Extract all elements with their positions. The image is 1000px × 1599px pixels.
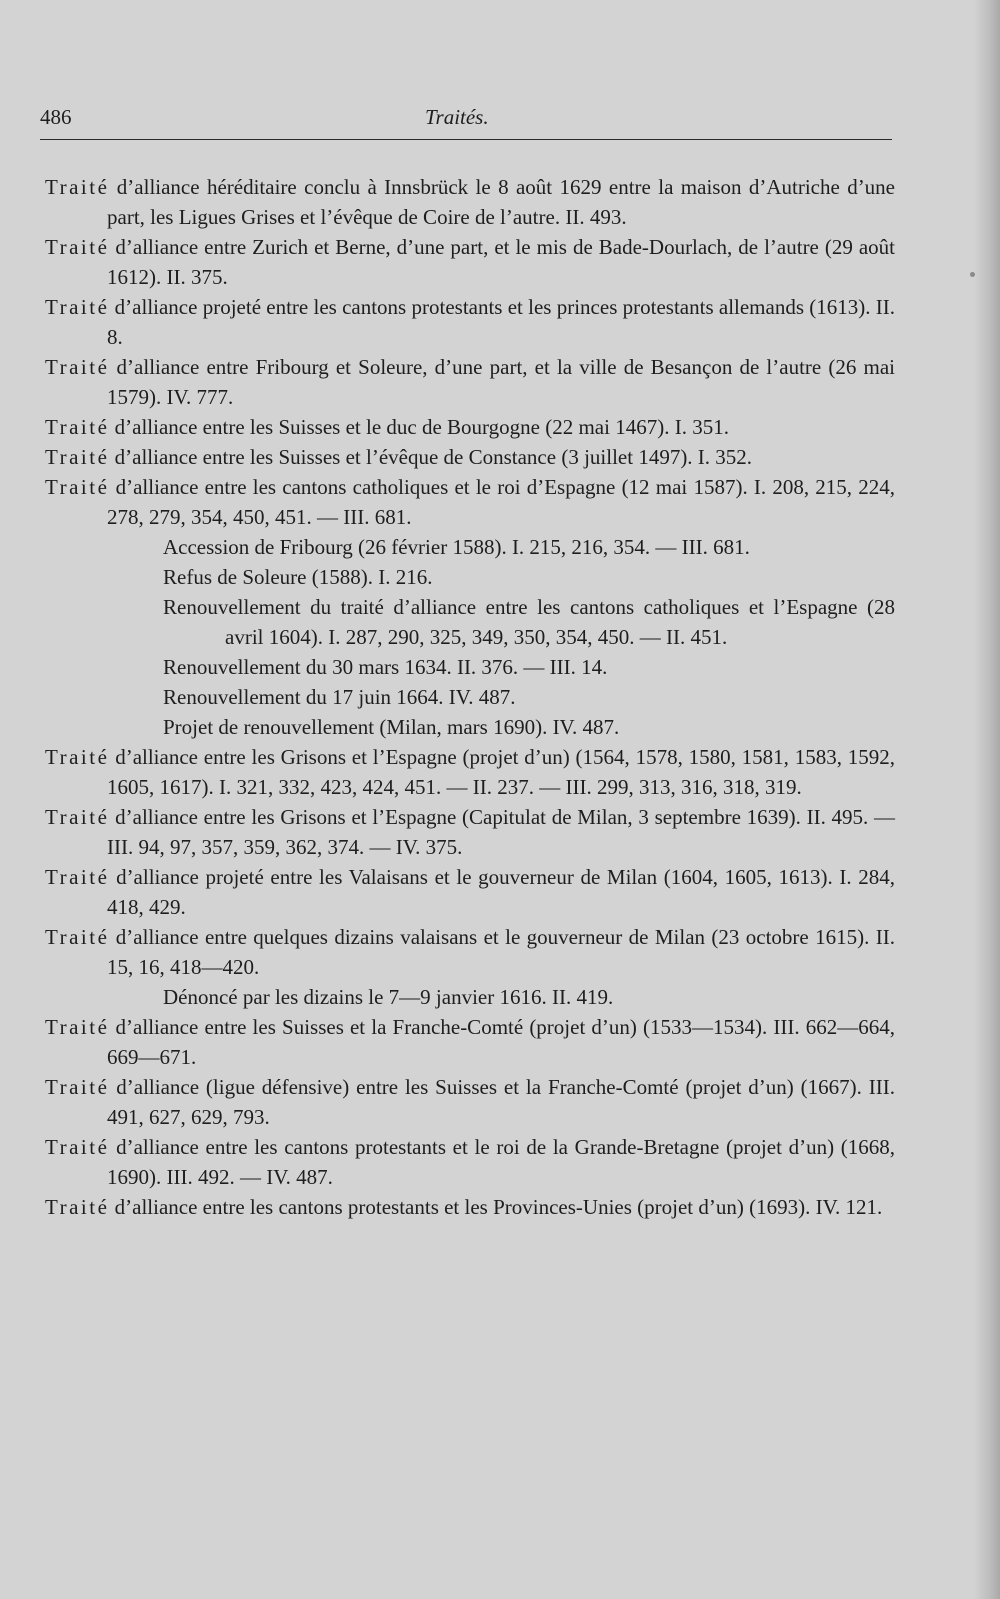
entry-headword: Traité [45,1075,110,1099]
entry-headword: Traité [45,1195,110,1219]
entry-text: Projet de renouvellement (Milan, mars 1690). IV. 487. [163,715,620,739]
index-entry [45,1012,895,1072]
entry-text: d’alliance entre les Grisons et l’Espagne (Capitulat de Milan, 3 septembre 1639). II. 495. — III. 94, 97, 357, 359, 362, 374. — IV. 375. [107,805,896,859]
index-entry [45,802,895,862]
index-subentry [45,562,895,592]
entry-text: d’alliance entre les cantons protestants et les Provinces-Unies (projet d’un) (1693). IV. 121. [114,1195,883,1219]
entry-headword: Traité [45,745,110,769]
entry-headword: Traité [45,355,110,379]
index-subentry [45,712,895,742]
index-entry [45,412,895,442]
entry-text: d’alliance projeté entre les cantons protestants et les princes protestants allemands (1613). II. 8. [107,295,896,349]
index-entries [45,172,895,1222]
entry-text: d’alliance entre les Suisses et la Franche-Comté (projet d’un) (1533—1534). III. 662—664, 669—671. [107,1015,896,1069]
header-rule [40,139,892,140]
index-entry [45,1192,895,1222]
entry-text: d’alliance projeté entre les Valaisans et le gouverneur de Milan (1604, 1605, 1613). I. 284, 418, 429. [107,865,896,919]
page-edge-shadow [974,0,1000,1599]
entry-text: Refus de Soleure (1588). I. 216. [163,565,433,589]
index-entry [45,442,895,472]
index-entry [45,172,895,232]
entry-text: d’alliance entre les cantons catholiques et le roi d’Espagne (12 mai 1587). I. 208, 215, 224, 278, 279, 354, 450, 451. — III. 681. [107,475,895,529]
index-entry [45,352,895,412]
entry-text: Dénoncé par les dizains le 7—9 janvier 1616. II. 419. [163,985,614,1009]
index-entry [45,1072,895,1132]
entry-headword: Traité [45,805,110,829]
entry-text: d’alliance entre Zurich et Berne, d’une part, et le mis de Bade-Dourlach, de l’autre (29 août 1612). II. 375. [107,235,896,289]
index-subentry [45,592,895,652]
index-subentry [45,652,895,682]
index-entry [45,862,895,922]
entry-headword: Traité [45,235,110,259]
entry-text: d’alliance entre les Suisses et l’évêque de Constance (3 juillet 1497). I. 352. [114,445,753,469]
index-subentry [45,532,895,562]
index-subentry [45,982,895,1012]
entry-headword: Traité [45,175,110,199]
entry-headword: Traité [45,925,110,949]
index-entry [45,232,895,292]
index-entry [45,472,895,532]
entry-headword: Traité [45,475,110,499]
entry-text: d’alliance entre les cantons protestants et le roi de la Grande-Bretagne (projet d’un) (1668, 1690). III. 492. — IV. 487. [107,1135,896,1189]
page-header [40,105,892,141]
entry-headword: Traité [45,1015,110,1039]
page-number: 486 [40,105,72,129]
index-entry [45,922,895,982]
index-subentry [45,682,895,712]
ink-speck [970,272,975,277]
entry-headword: Traité [45,865,110,889]
entry-text: Accession de Fribourg (26 février 1588). I. 215, 216, 354. — III. 681. [163,535,750,559]
entry-text: Renouvellement du 30 mars 1634. II. 376. — III. 14. [163,655,608,679]
entry-text: Renouvellement du 17 juin 1664. IV. 487. [163,685,516,709]
entry-text: Renouvellement du traité d’alliance entre les cantons catholiques et l’Espagne (28 avril 1604). I. 287, 290, 325, 349, 350, 354, 450. — II. 451. [163,595,895,649]
entry-headword: Traité [45,295,110,319]
index-entry [45,1132,895,1192]
entry-text: d’alliance (ligue défensive) entre les Suisses et la Franche-Comté (projet d’un) (1667). III. 491, 627, 629, 793. [107,1075,895,1129]
entry-text: d’alliance entre quelques dizains valaisans et le gouverneur de Milan (23 octobre 1615). II. 15, 16, 418—420. [107,925,895,979]
entry-text: d’alliance entre les Suisses et le duc de Bourgogne (22 mai 1467). I. 351. [114,415,729,439]
entry-text: d’alliance héréditaire conclu à Innsbrück le 8 août 1629 entre la maison d’Autriche d’une part, les Ligues Grises et l’évêque de Coire de l’autre. II. 493. [107,175,896,229]
entry-text: d’alliance entre les Grisons et l’Espagne (projet d’un) (1564, 1578, 1580, 1581, 1583, 1592, 1605, 1617). I. 321, 332, 423, 424, 451. — II. 237. — III. 299, 313, 316, 318, 319. [107,745,895,799]
entry-headword: Traité [45,445,110,469]
index-entry [45,292,895,352]
entry-headword: Traité [45,1135,110,1159]
index-entry [45,742,895,802]
running-title: Traités. [425,105,489,129]
entry-text: d’alliance entre Fribourg et Soleure, d’une part, et la ville de Besançon de l’autre (26 mai 1579). IV. 777. [107,355,895,409]
entry-headword: Traité [45,415,110,439]
